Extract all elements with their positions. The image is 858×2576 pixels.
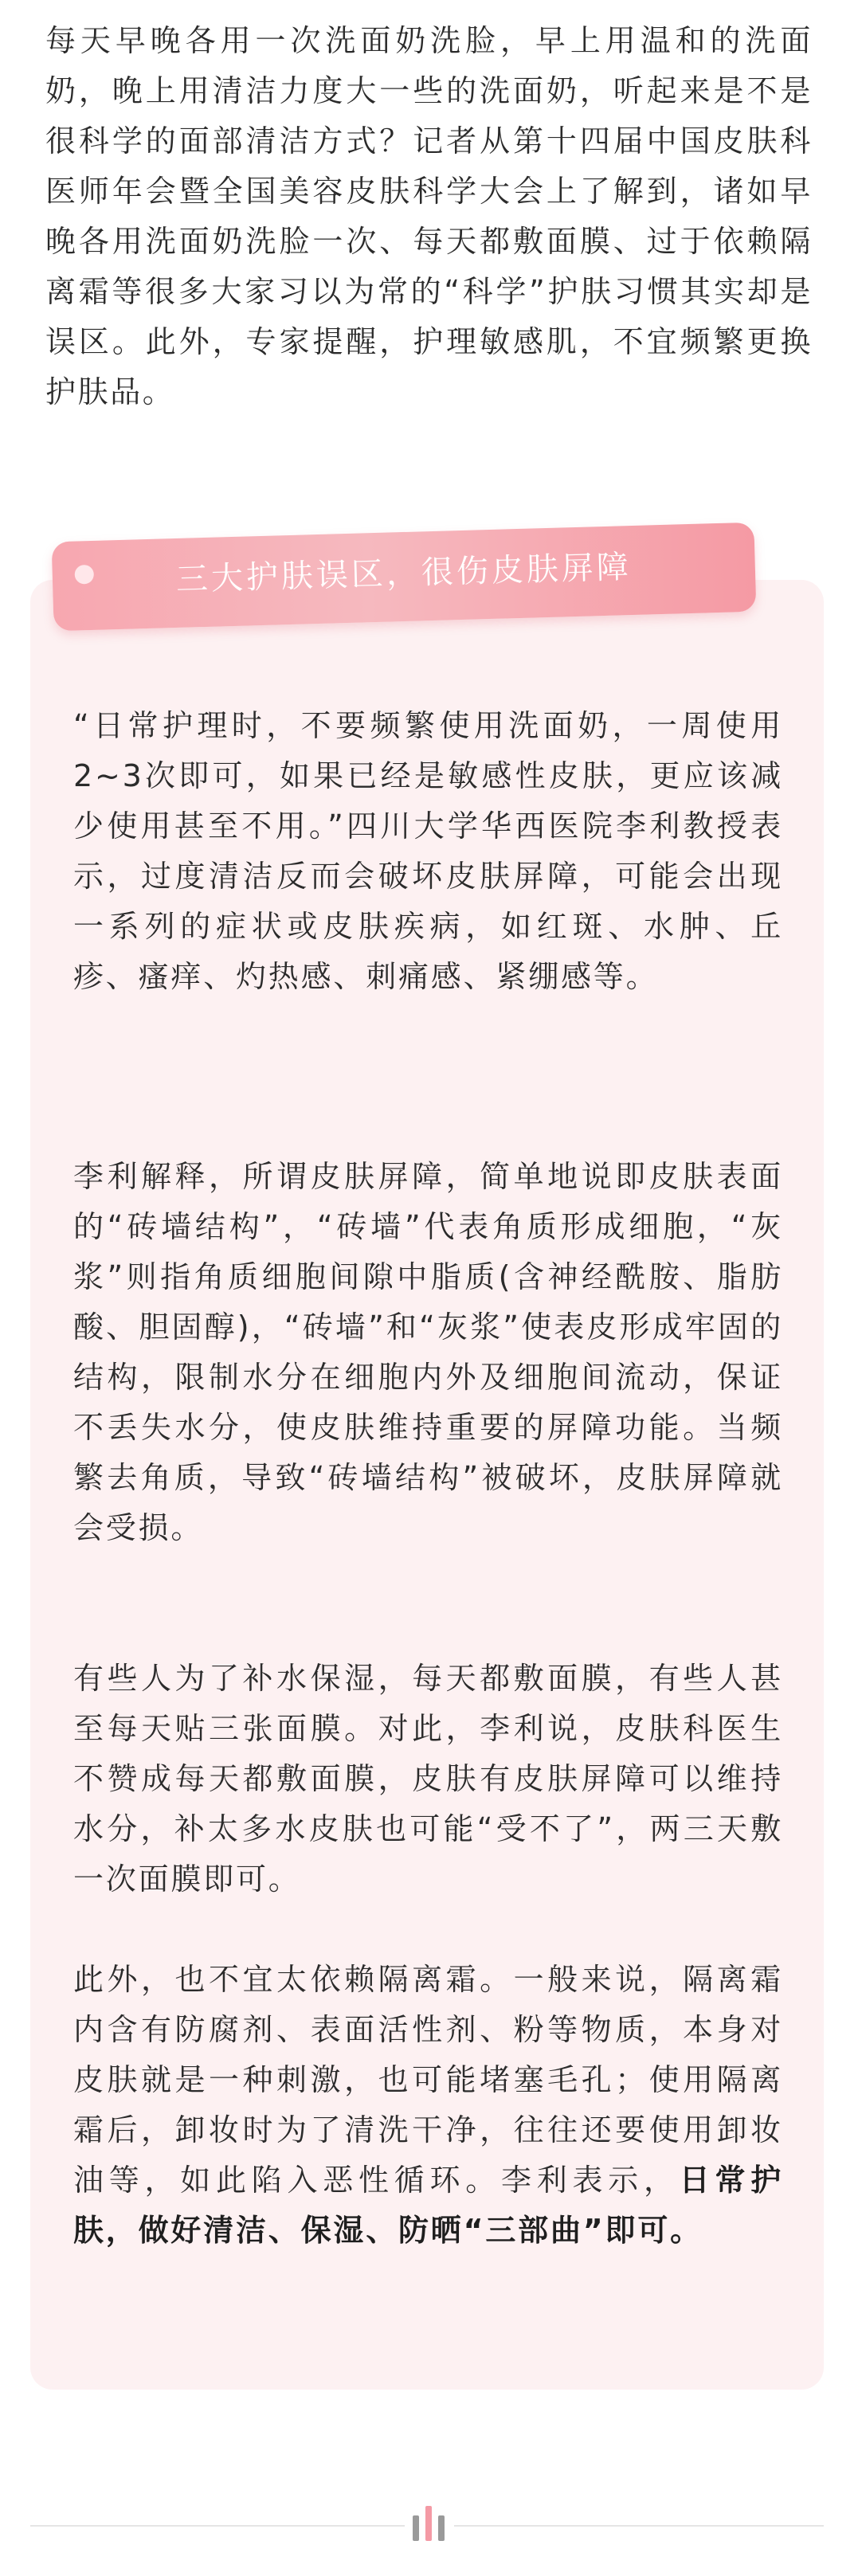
footer-bar-center xyxy=(425,2506,432,2541)
footer-divider-right xyxy=(454,2525,824,2527)
footer-bar-left xyxy=(413,2515,419,2541)
footer-bar-right xyxy=(438,2515,445,2541)
intro-paragraph: 每天早晚各用一次洗面奶洗脸，早上用温和的洗面奶，晚上用清洁力度大一些的洗面奶，听起来是不是很科学的面部清洁方式？记者从第十四届中国皮肤科医师年会暨全国美容皮肤科学大会上了解到，诸如早晚各用洗面奶洗脸一次、每天都敷面膜、过于依赖隔离霜等很多大家习以为常的“科学”护肤习惯其实却是误区。此外，专家提醒，护理敏感肌，不宜频繁更换护肤品。 xyxy=(45,23,813,409)
section-title: 三大护肤误区，很伤皮肤屏障 xyxy=(175,549,633,598)
section-paragraph-4 xyxy=(73,1955,783,2256)
section-paragraph-2: 李利解释，所谓皮肤屏障，简单地说即皮肤表面的“砖墙结构”，“砖墙”代表角质形成细胞，“灰浆”则指角质细胞间隙中脂质(含神经酰胺、脂肪酸、胆固醇)，“砖墙”和“灰浆”使表皮形成牢固的结构，限制水分在细胞内外及细胞间流动，保证不丢失水分，使皮肤维持重要的屏障功能。当频繁去角质，导致“砖墙结构”被破坏，皮肤屏障就会受损。 xyxy=(73,1159,783,1545)
key-takeaway-bold: 日常护肤，做好清洁、保湿、防晒“三部曲”即可。 xyxy=(73,2163,783,2248)
section-paragraph-1: “日常护理时，不要频繁使用洗面奶，一周使用2~3次即可，如果已经是敏感性皮肤，更应该减少使用甚至不用。”四川大学华西医院李利教授表示，过度清洁反而会破坏皮肤屏障，可能会出现一系列的症状或皮肤疾病，如红斑、水肿、丘疹、瘙痒、灼热感、刺痛感、紧绷感等。 xyxy=(73,708,783,994)
footer-bars-icon xyxy=(409,2506,449,2541)
section-paragraph-4-text: 此外，也不宜太依赖隔离霜。一般来说，隔离霜内含有防腐剂、表面活性剂、粉等物质，本身对皮肤就是一种刺激，也可能堵塞毛孔；使用隔离霜后，卸妆时为了清洗干净，往往还要使用卸妆油等，如此陷入恶性循环。李利表示， xyxy=(73,1962,783,2198)
section-paragraph-3: 有些人为了补水保湿，每天都敷面膜，有些人甚至每天贴三张面膜。对此，李利说，皮肤科医生不赞成每天都敷面膜，皮肤有皮肤屏障可以维持水分，补太多水皮肤也可能“受不了”，两三天敷一次面膜即可。 xyxy=(73,1661,783,1897)
footer-divider-left xyxy=(30,2525,405,2527)
